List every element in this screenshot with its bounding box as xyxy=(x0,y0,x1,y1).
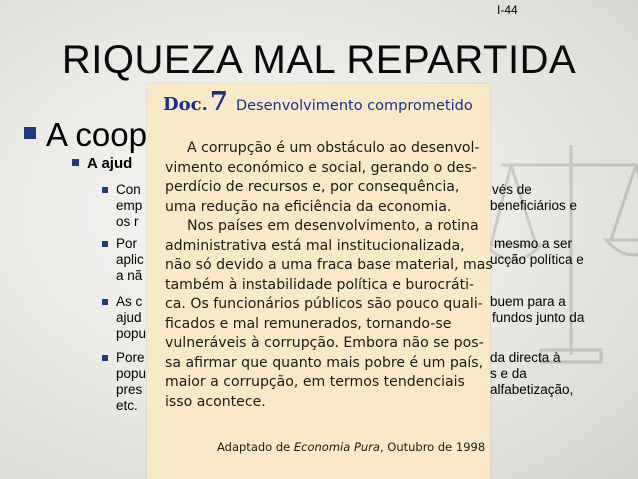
bullet-text-fragment: Pore xyxy=(116,350,145,365)
slide-title: RIQUEZA MAL REPARTIDA xyxy=(61,38,577,82)
bullet-text-fragment: da directa à xyxy=(490,350,561,365)
document-line: A corrupção é um obstáculo ao desenvol- xyxy=(187,140,480,156)
bullet-text-fragment: pres xyxy=(116,382,143,397)
document-header xyxy=(163,87,473,117)
document-line: isso acontece. xyxy=(165,393,266,410)
bullet-level-1-text: A coop xyxy=(46,116,147,153)
square-bullet-icon xyxy=(72,159,79,166)
source-publication: Economia Pura xyxy=(293,440,380,454)
bullet-text-fragment: os r xyxy=(116,214,139,229)
document-line: vimento económico e social, gerando o des- xyxy=(165,159,477,176)
bullet-text-fragment: ajud xyxy=(116,310,142,325)
bullet-level-1 xyxy=(24,116,147,154)
square-bullet-icon xyxy=(102,355,108,361)
document-line: administrativa está mal institucionalizada, xyxy=(165,237,465,254)
document-line: perdício de recursos e, por consequência, xyxy=(165,179,460,195)
bullet-text-fragment: As c xyxy=(116,294,143,309)
document-line: ca. Os funcionários públicos são pouco quali- xyxy=(165,296,483,312)
bullet-text-fragment: aplic xyxy=(116,252,144,267)
source-prefix: Adaptado de xyxy=(217,440,294,454)
document-line: maior a corrupção, em termos tendenciais xyxy=(165,374,465,390)
square-bullet-icon xyxy=(102,187,108,193)
square-bullet-icon xyxy=(102,241,108,247)
bullet-text-fragment: emp xyxy=(116,198,143,213)
square-bullet-icon xyxy=(24,127,36,139)
bullet-text-fragment: vés de xyxy=(492,182,532,197)
slide-number: I-44 xyxy=(497,3,518,17)
bullet-level-2 xyxy=(72,155,132,172)
source-suffix: , Outubro de 1998 xyxy=(379,440,486,454)
document-line: Nos países em desenvolvimento, a rotina xyxy=(187,218,479,234)
document-number: 7 xyxy=(209,87,228,117)
document-line: vulneráveis à corrupção. Embora não se pos- xyxy=(165,335,484,351)
bullet-text-fragment: popu xyxy=(116,326,147,341)
document-line: uma redução na eficiência da economia. xyxy=(165,198,452,215)
bullet-text-fragment: buem para a xyxy=(490,294,566,309)
bullet-level-2-text: A ajud xyxy=(87,155,133,172)
bullet-text-fragment: s e da xyxy=(490,366,527,381)
document-body xyxy=(165,139,493,412)
bullet-text-fragment: etc. xyxy=(116,398,138,413)
document-line: sa afirmar que quanto mais pobre é um país, xyxy=(165,354,484,371)
bullet-text-fragment: mesmo a ser xyxy=(494,236,573,251)
bullet-text-fragment: ucção política e xyxy=(490,252,584,267)
bullet-text-fragment: beneficiários e xyxy=(490,198,578,213)
bullet-text-fragment: Con xyxy=(116,182,141,197)
bullet-text-fragment: alfabetização, xyxy=(490,382,574,397)
bullet-text-fragment: a nã xyxy=(116,268,143,283)
bullet-text-fragment: fundos junto da xyxy=(492,310,585,325)
document-line: não só devido a uma fraca base material, mas xyxy=(165,257,493,273)
document-label: Doc. xyxy=(163,94,208,115)
document-excerpt xyxy=(147,84,493,479)
document-source xyxy=(217,440,485,454)
document-title: Desenvolvimento comprometido xyxy=(235,98,473,114)
bullet-text-fragment: popu xyxy=(116,366,147,381)
bullet-text-fragment: Por xyxy=(116,236,138,251)
document-line: ficados e mal remunerados, tornando-se xyxy=(165,315,452,332)
square-bullet-icon xyxy=(102,299,108,305)
document-line: também à instabilidade política e burocráti- xyxy=(165,276,475,293)
